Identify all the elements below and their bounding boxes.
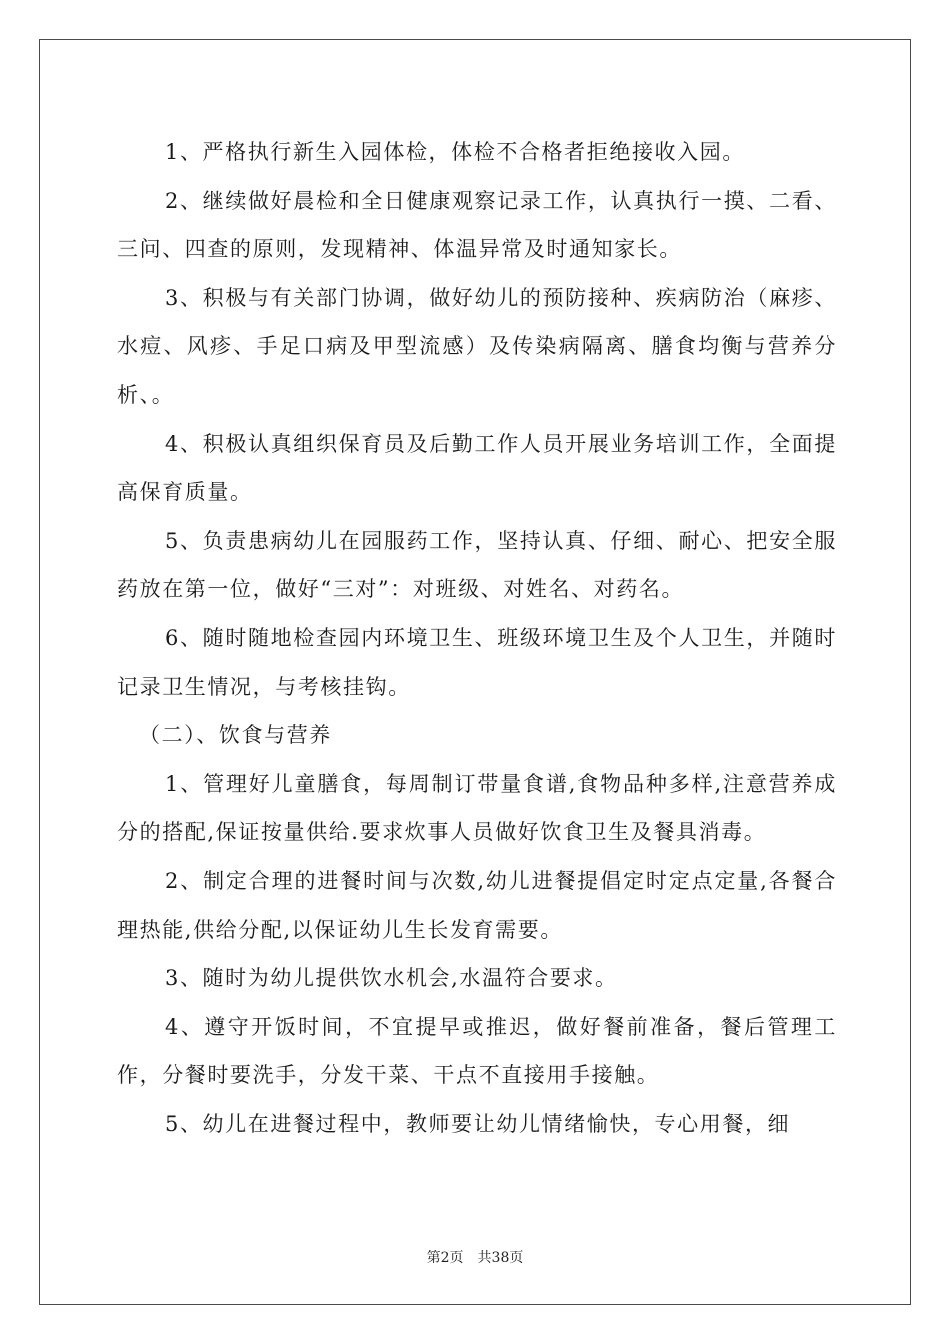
- page-footer: [0, 1247, 950, 1267]
- paragraph: 2、制定合理的进餐时间与次数,幼儿进餐提倡定时定点定量,各餐合理热能,供给分配,以保证幼儿生长发育需要。: [117, 868, 837, 942]
- paragraph: 1、管理好儿童膳食，每周制订带量食谱,食物品种多样,注意营养成分的搭配,保证按量供给.要求炊事人员做好饮食卫生及餐具消毒。: [117, 771, 837, 845]
- paragraph: 3、积极与有关部门协调，做好幼儿的预防接种、疾病防治（麻疹、水痘、风疹、手足口病及甲型流感）及传染病隔离、膳食均衡与营养分析、。: [117, 285, 837, 407]
- paragraph: 4、积极认真组织保育员及后勤工作人员开展业务培训工作，全面提高保育质量。: [117, 431, 837, 505]
- page-number: 第2页: [426, 1250, 464, 1266]
- paragraph: 6、随时随地检查园内环境卫生、班级环境卫生及个人卫生，并随时记录卫生情况，与考核挂钩。: [117, 625, 837, 699]
- document-body: [117, 128, 837, 1148]
- section-heading: （二）、饮食与营养: [139, 723, 332, 748]
- paragraph: 4、遵守开饭时间，不宜提早或推迟，做好餐前准备，餐后管理工作，分餐时要洗手，分发干菜、干点不直接用手接触。: [117, 1014, 837, 1088]
- paragraph: 5、负责患病幼儿在园服药工作，坚持认真、仔细、耐心、把安全服药放在第一位，做好“三对”：对班级、对姓名、对药名。: [117, 528, 837, 602]
- paragraph: 5、幼儿在进餐过程中，教师要让幼儿情绪愉快，专心用餐，细: [165, 1111, 791, 1136]
- paragraph: 2、继续做好晨检和全日健康观察记录工作，认真执行一摸、二看、三问、四查的原则，发现精神、体温异常及时通知家长。: [117, 188, 837, 262]
- paragraph: 3、随时为幼儿提供饮水机会,水温符合要求。: [165, 966, 618, 991]
- paragraph: 1、严格执行新生入园体检，体检不合格者拒绝接收入园。: [165, 140, 745, 164]
- page-total: 共38页: [477, 1250, 524, 1266]
